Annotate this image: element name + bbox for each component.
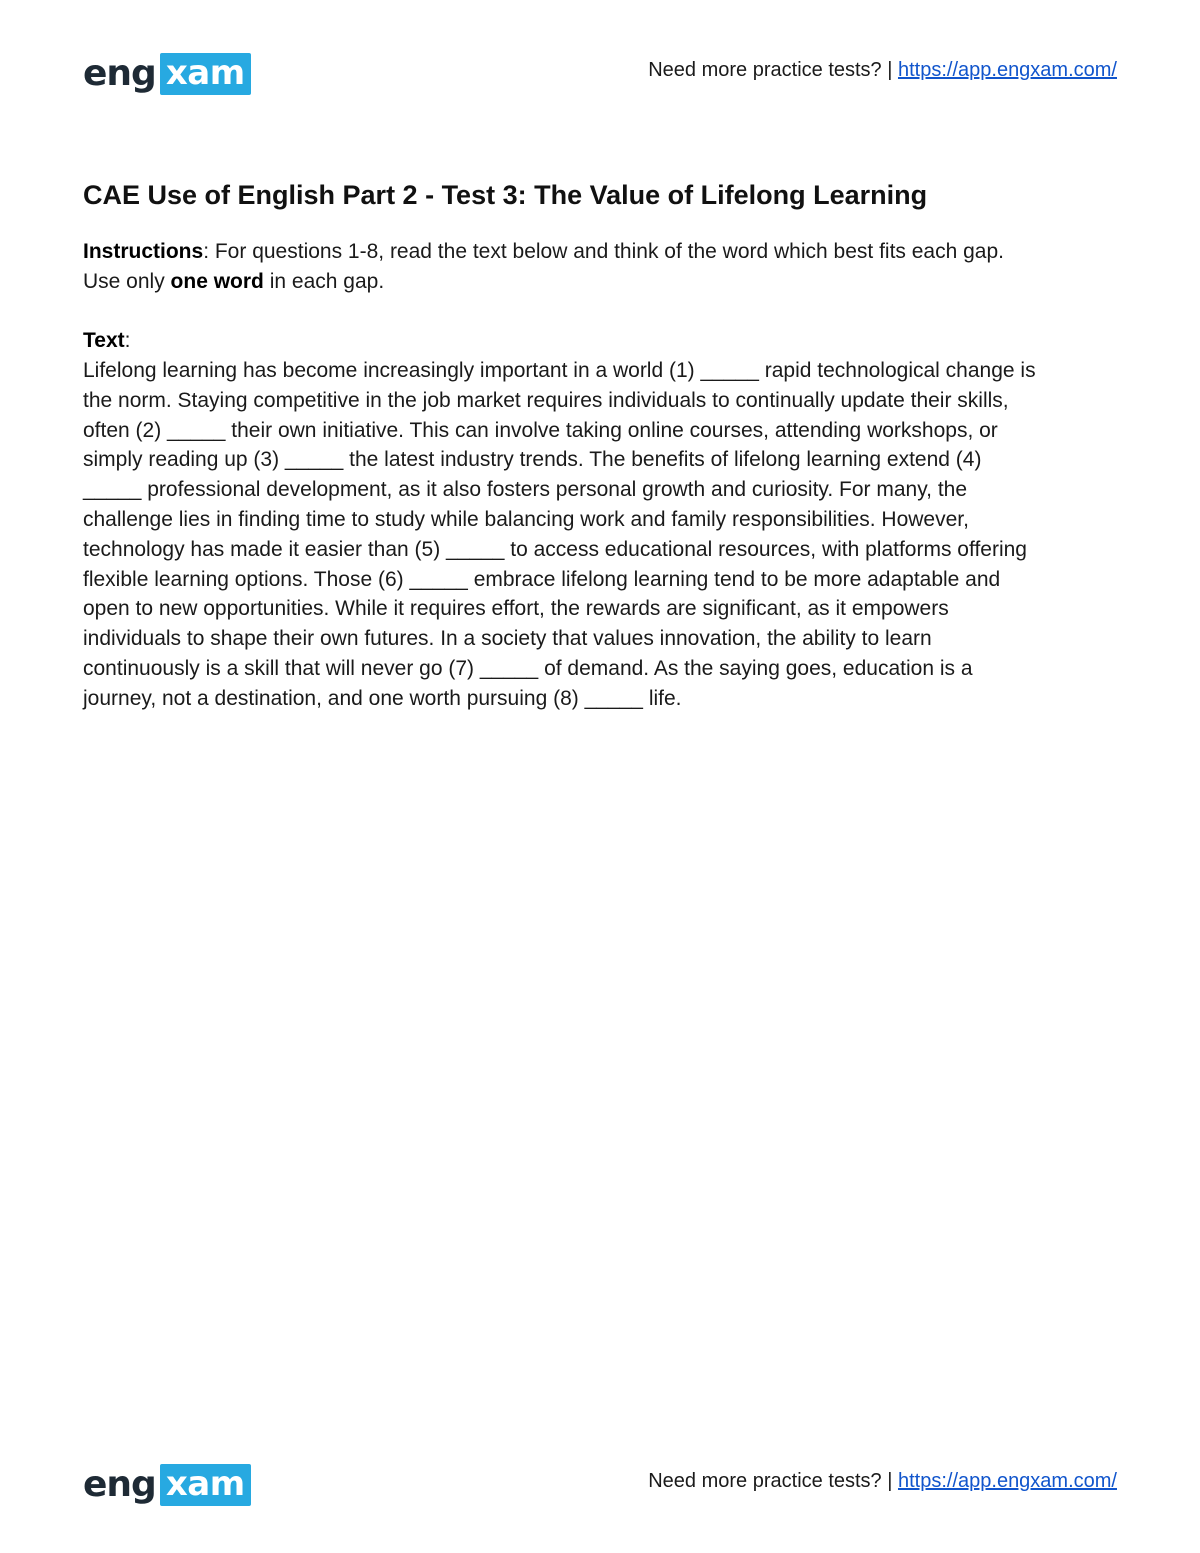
engxam-logo[interactable]: [83, 52, 251, 96]
logo-eng-text: eng: [83, 53, 156, 94]
instructions: [83, 237, 1123, 297]
instructions-label: Instructions: [83, 240, 204, 263]
passage-line: open to new opportunities. While it requires effort, the rewards are significant, as it empowers: [83, 597, 949, 621]
passage-line: challenge lies in finding time to study while balancing work and family responsibilities. However,: [83, 507, 969, 531]
passage-line: Lifelong learning has become increasingly important in a world (1) _____ rapid technological change is: [83, 359, 1036, 382]
engxam-logo-footer[interactable]: [83, 1463, 251, 1507]
passage-line: _____ professional development, as it also fosters personal growth and curiosity. For many, the: [83, 478, 968, 502]
passage-line: journey, not a destination, and one worth pursuing (8) _____ life.: [83, 686, 682, 710]
page-footer: [83, 1463, 1117, 1507]
instructions-text-3: in each gap.: [263, 270, 385, 293]
gap-fill-passage: [83, 356, 1118, 714]
page-header: [83, 52, 1117, 96]
passage-line: flexible learning options. Those (6) _____ embrace lifelong learning tend to be more adaptable and: [83, 567, 1001, 591]
logo-xam-badge: xam: [160, 1464, 251, 1506]
practice-tests-note-footer: [648, 1470, 1117, 1493]
text-section-heading: [83, 326, 130, 356]
passage-line: individuals to shape their own futures. In a society that values innovation, the ability to learn: [83, 627, 932, 651]
text-label-colon: :: [124, 329, 131, 352]
practice-tests-link-footer[interactable]: https://app.engxam.com/: [897, 1470, 1117, 1492]
practice-tests-text: Need more practice tests? |: [648, 59, 898, 81]
passage-line: simply reading up (3) _____ the latest industry trends. The benefits of lifelong learning extend (4): [83, 448, 982, 472]
instructions-text: : For questions 1-8, read the text below and think of the word which best fits each gap.: [203, 240, 1004, 263]
passage-line: the norm. Staying competitive in the job market requires individuals to continually update their skills,: [83, 388, 1009, 412]
passage-line: often (2) _____ their own initiative. This can involve taking online courses, attending workshops, or: [83, 418, 998, 442]
passage-line: continuously is a skill that will never go (7) _____ of demand. As the saying goes, education is a: [83, 656, 973, 680]
practice-tests-text: Need more practice tests? |: [648, 1470, 898, 1492]
instructions-emphasis: one word: [170, 270, 264, 293]
practice-tests-link[interactable]: https://app.engxam.com/: [897, 59, 1117, 81]
passage-line: technology has made it easier than (5) _____ to access educational resources, with platforms offering: [83, 537, 1027, 561]
logo-eng-text: eng: [83, 1464, 156, 1505]
text-label: Text: [83, 329, 125, 352]
logo-xam-badge: xam: [160, 53, 251, 95]
practice-tests-note: [648, 59, 1117, 82]
instructions-text-2: Use only: [83, 270, 171, 293]
page-title: CAE Use of English Part 2 - Test 3: The Value of Lifelong Learning: [83, 180, 928, 210]
